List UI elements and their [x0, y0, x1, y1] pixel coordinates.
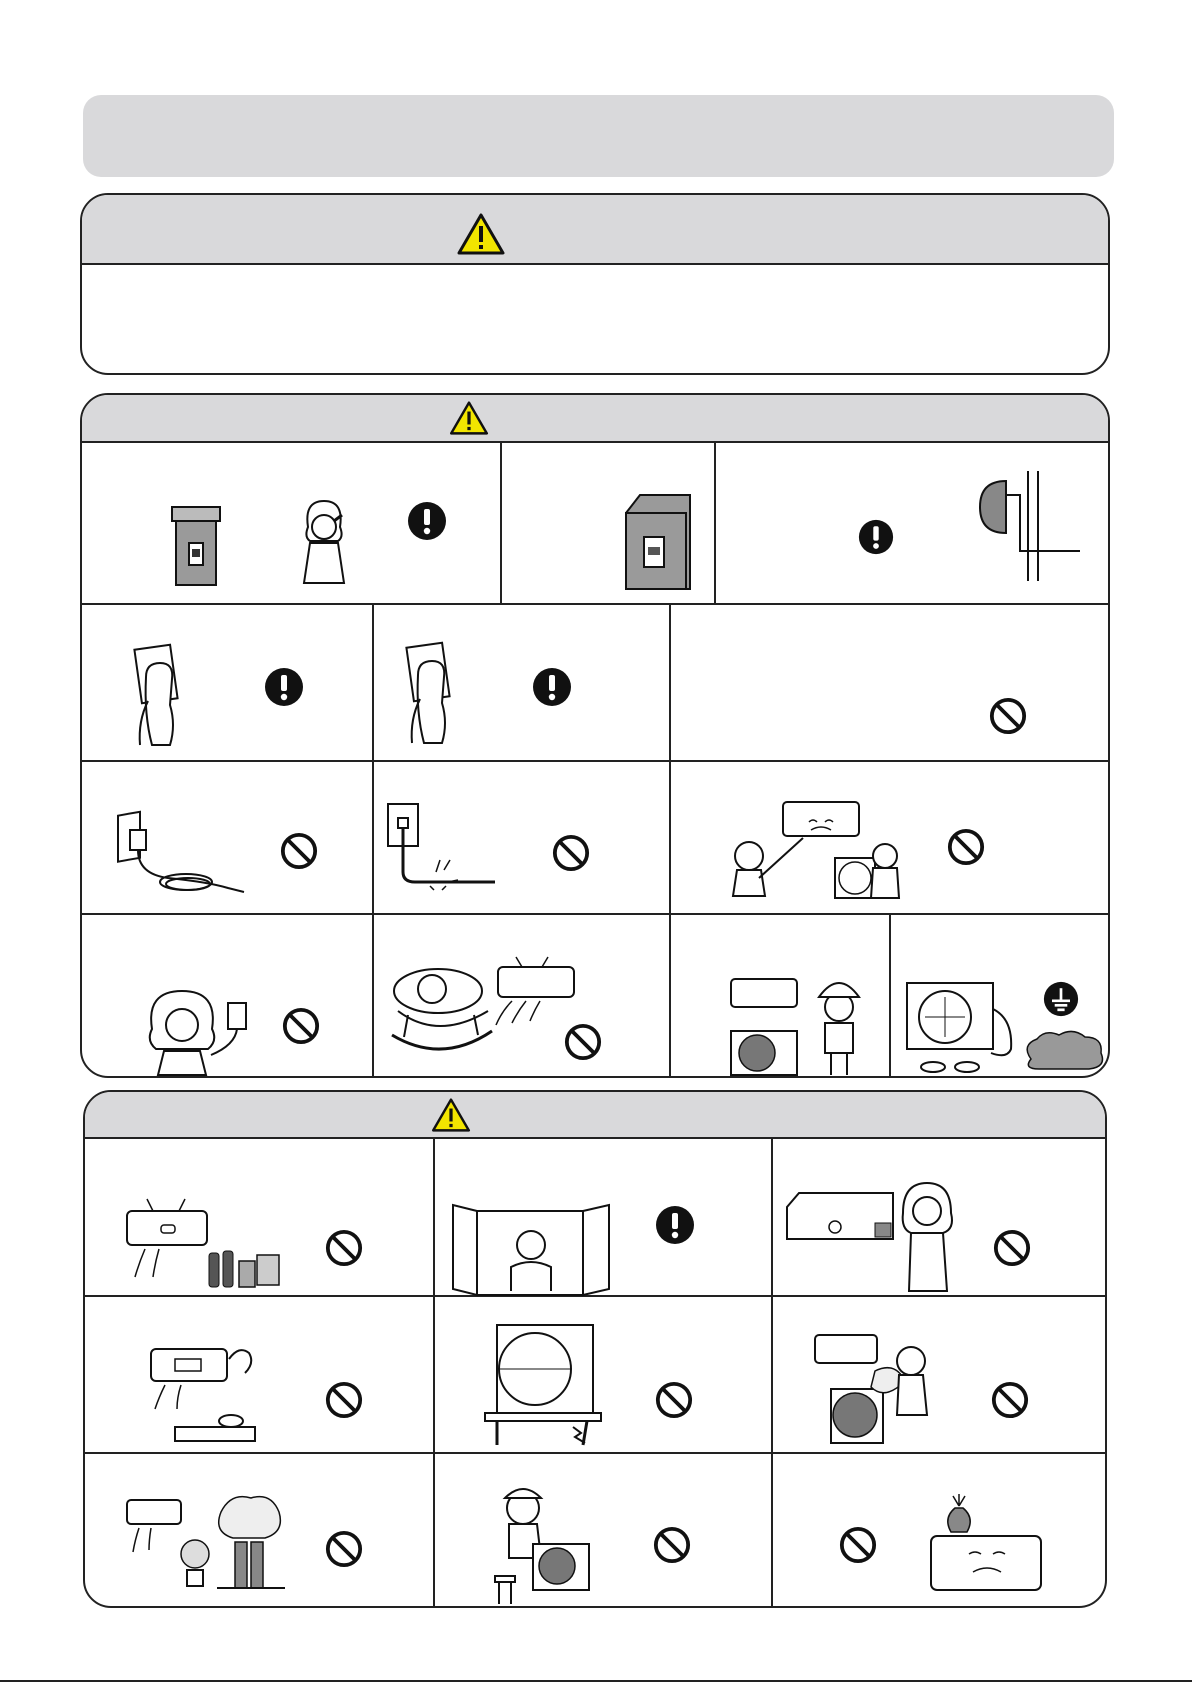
- mandatory-exclamation-icon: [532, 667, 572, 707]
- prohibited-circle-icon: [655, 1381, 693, 1419]
- person-opening-unit-icon: [785, 1183, 955, 1293]
- prohibited-circle-icon: [991, 1381, 1029, 1419]
- warning-cell-wet-hands: [82, 915, 372, 1078]
- prohibited-circle-icon: [564, 1023, 602, 1061]
- baby-cradle-icon: [388, 951, 498, 1055]
- prohibited-circle-icon: [947, 828, 985, 866]
- warning-cell-ground: [891, 915, 1110, 1078]
- mandatory-exclamation-icon: [655, 1205, 695, 1245]
- warning-cell-coiled-cord: [82, 762, 372, 913]
- warning-cell-plug-insert: [82, 605, 372, 760]
- warning-cell-no-vent-block: [671, 915, 889, 1078]
- prohibited-circle-icon: [552, 834, 590, 872]
- caution-cell-plants-animals: [85, 1454, 433, 1608]
- prohibited-circle-icon: [989, 697, 1027, 735]
- caution-cell-food-storage: [85, 1139, 433, 1295]
- warning-cell-plug-firm: [374, 605, 669, 760]
- outdoor-unit-broken-stand-icon: [483, 1319, 603, 1447]
- prohibited-circle-icon: [325, 1229, 363, 1267]
- warning-cell-outlet-wall: [716, 441, 1110, 603]
- warning-cell-no-sticks: [671, 762, 1110, 913]
- footer-rule: [0, 1680, 1192, 1682]
- warning-cell-breaker-person: [82, 441, 500, 603]
- open-window-icon: [451, 1205, 611, 1295]
- hand-plug-icon: [406, 639, 466, 745]
- mandatory-exclamation-icon: [407, 501, 447, 541]
- units-and-person-icon: [727, 971, 877, 1077]
- warning-box: [80, 393, 1110, 1078]
- caution-box: [83, 1090, 1107, 1608]
- prohibited-circle-icon: [839, 1526, 877, 1564]
- unit-with-stove-icon: [145, 1335, 275, 1445]
- child-climbing-unit-icon: [481, 1484, 591, 1606]
- warning-cell-breaker: [502, 441, 714, 603]
- prohibited-circle-icon: [280, 832, 318, 870]
- warning-triangle-icon: [431, 1098, 471, 1132]
- caution-cell-no-objects-on-unit: [773, 1454, 1107, 1608]
- indoor-unit-icon: [492, 955, 578, 1025]
- warning-box-header: [82, 395, 1108, 443]
- caution-cell-no-climb: [435, 1454, 771, 1608]
- caution-cell-ventilate: [435, 1139, 771, 1295]
- prohibited-circle-icon: [653, 1526, 691, 1564]
- person-touching-outlet-icon: [142, 989, 262, 1075]
- outdoor-unit-character-icon: [903, 979, 1023, 1078]
- circuit-breaker-icon: [170, 505, 222, 587]
- circuit-breaker-icon: [622, 493, 694, 591]
- caution-cell-no-pull-louver: [773, 1139, 1107, 1295]
- prohibited-circle-icon: [282, 1007, 320, 1045]
- hand-plug-icon: [134, 641, 194, 747]
- ground-icon: [1043, 981, 1079, 1017]
- prohibited-circle-icon: [325, 1381, 363, 1419]
- damaged-cord-icon: [386, 800, 496, 896]
- warning-cell-damaged-cord: [374, 762, 669, 913]
- warning-cell-baby-airflow: [374, 915, 669, 1078]
- prohibited-circle-icon: [993, 1229, 1031, 1267]
- prohibited-circle-icon: [325, 1530, 363, 1568]
- caution-cell-no-spray: [773, 1297, 1107, 1452]
- person-spraying-unit-icon: [813, 1331, 943, 1447]
- caution-cell-weak-stand: [435, 1297, 771, 1452]
- caution-box-header: [85, 1092, 1105, 1139]
- mandatory-exclamation-icon: [858, 519, 894, 555]
- warning-triangle-icon: [449, 401, 489, 435]
- mandatory-exclamation-icon: [264, 667, 304, 707]
- children-poking-unit-icon: [723, 798, 923, 910]
- caution-cell-combustion: [85, 1297, 433, 1452]
- intro-box: [80, 193, 1110, 375]
- warning-cell-no-modify: [671, 605, 1110, 760]
- page-title-band: [83, 95, 1114, 177]
- unit-with-plants-icon: [125, 1492, 285, 1592]
- gas-cloud-icon: [1019, 1029, 1109, 1073]
- unit-with-bottles-icon: [125, 1191, 285, 1291]
- wall-outlet-icon: [966, 471, 1086, 581]
- unit-with-vase-icon: [929, 1492, 1045, 1596]
- intro-box-header: [82, 195, 1108, 265]
- warning-triangle-icon: [457, 213, 505, 255]
- coiled-cord-icon: [116, 802, 246, 902]
- person-on-phone-icon: [294, 499, 354, 585]
